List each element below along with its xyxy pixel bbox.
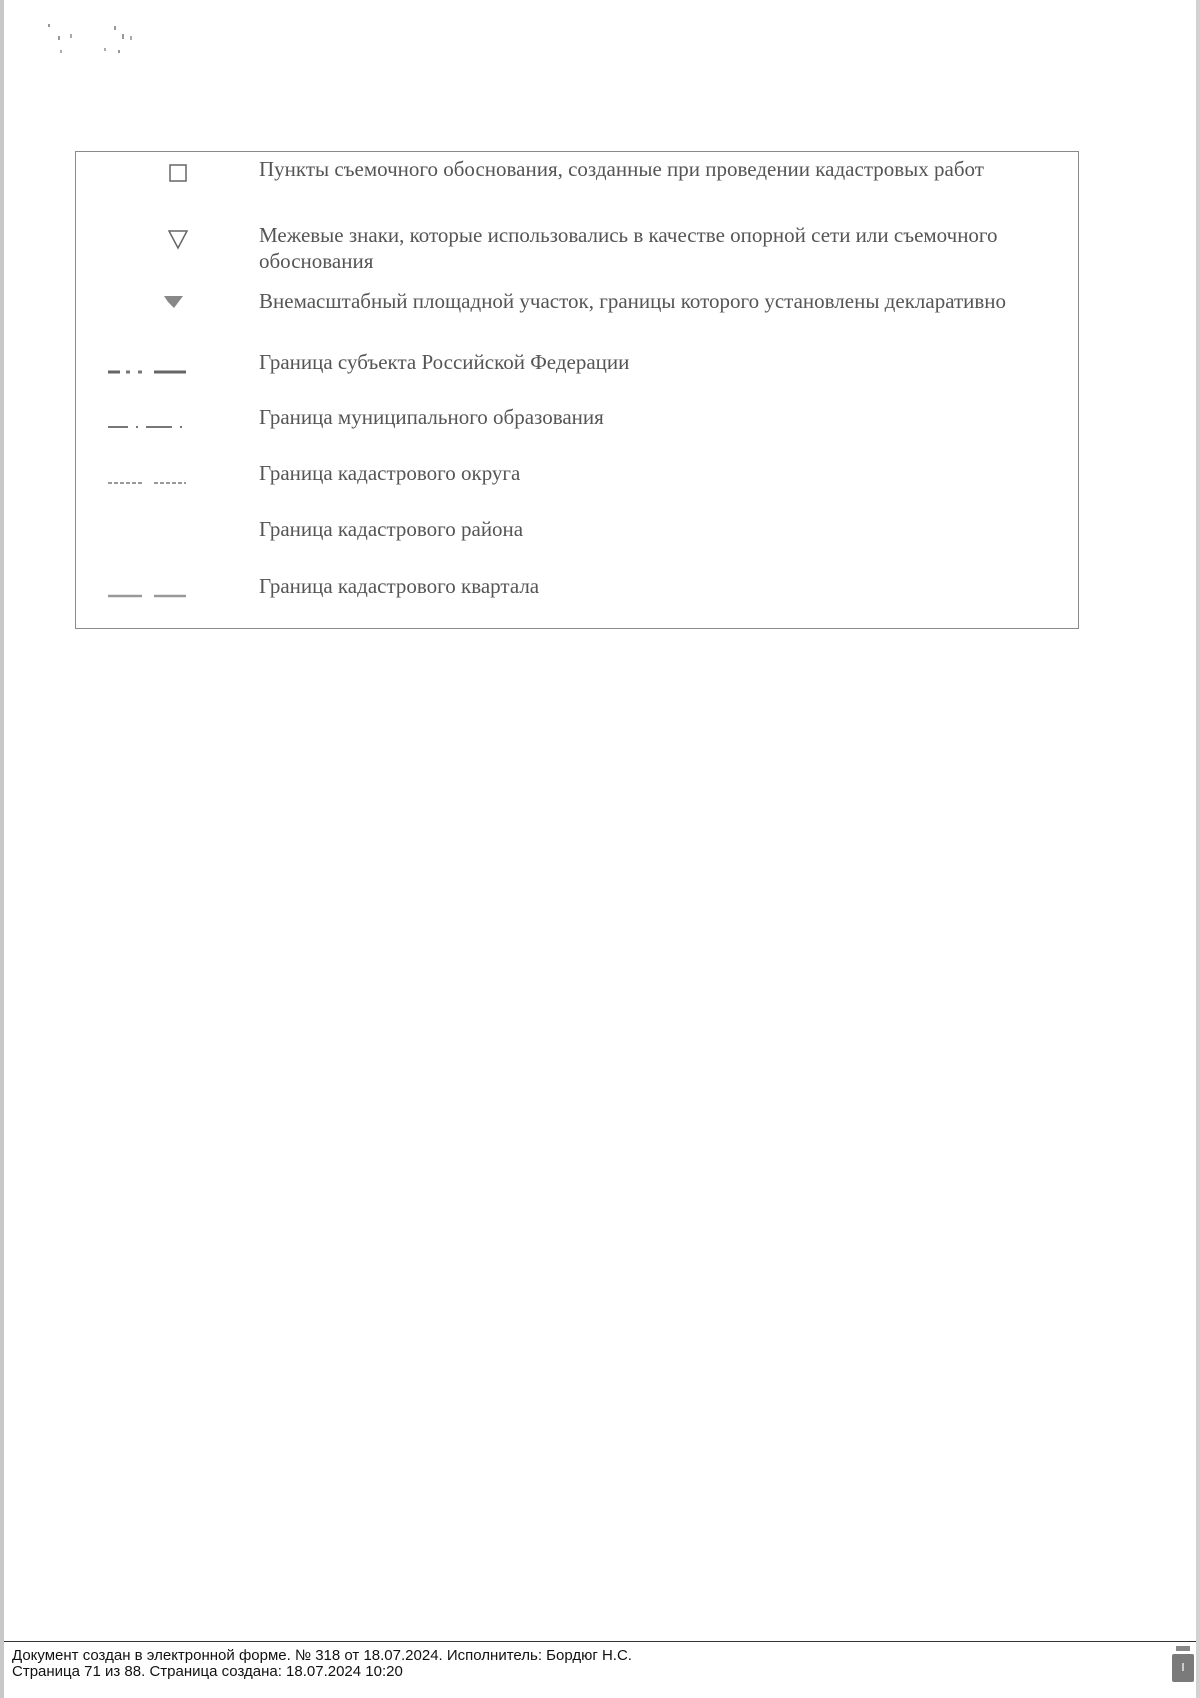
scan-artifact-marks <box>44 22 144 62</box>
footer-document-info: Документ создан в электронной форме. № 318 от 18.07.2024. Исполнитель: Бордюг Н.С. <box>12 1647 632 1664</box>
footer-page-info: Страница 71 из 88. Страница создана: 18.07.2024 10:20 <box>12 1663 403 1680</box>
blank-line-icon <box>106 522 246 552</box>
triangle-down-outline-icon <box>106 224 246 254</box>
parcel-marker-icon <box>106 288 246 318</box>
legend-text: Граница субъекта Российской Федерации <box>259 350 630 374</box>
coat-of-arms-icon <box>1170 1645 1196 1685</box>
legend-text: Граница кадастрового района <box>259 517 524 541</box>
dash-double-dot-line-icon <box>106 410 246 440</box>
footer-rule <box>4 1641 1196 1642</box>
dashed-line-icon <box>106 466 246 496</box>
legend-text: Граница муниципального образования <box>259 405 604 429</box>
legend-text: Межевые знаки, которые использовались в качестве опорной сети или съемочного обоснования <box>259 223 998 273</box>
legend-text: Граница кадастрового округа <box>259 461 521 485</box>
legend-text: Граница кадастрового квартала <box>259 574 540 598</box>
page-edge-left <box>0 0 4 1698</box>
legend-text: Пункты съемочного обоснования, созданные при проведении кадастровых работ <box>259 157 984 181</box>
long-dash-line-icon <box>106 579 246 609</box>
square-outline-icon <box>106 158 246 188</box>
legend-text: Внемасштабный площадной участок, границы которого установлены декларативно <box>259 289 1007 313</box>
page-edge-right <box>1196 0 1200 1698</box>
legend-table <box>75 151 1079 629</box>
dash-dot-line-icon <box>106 355 246 385</box>
footer <box>12 1648 632 1680</box>
